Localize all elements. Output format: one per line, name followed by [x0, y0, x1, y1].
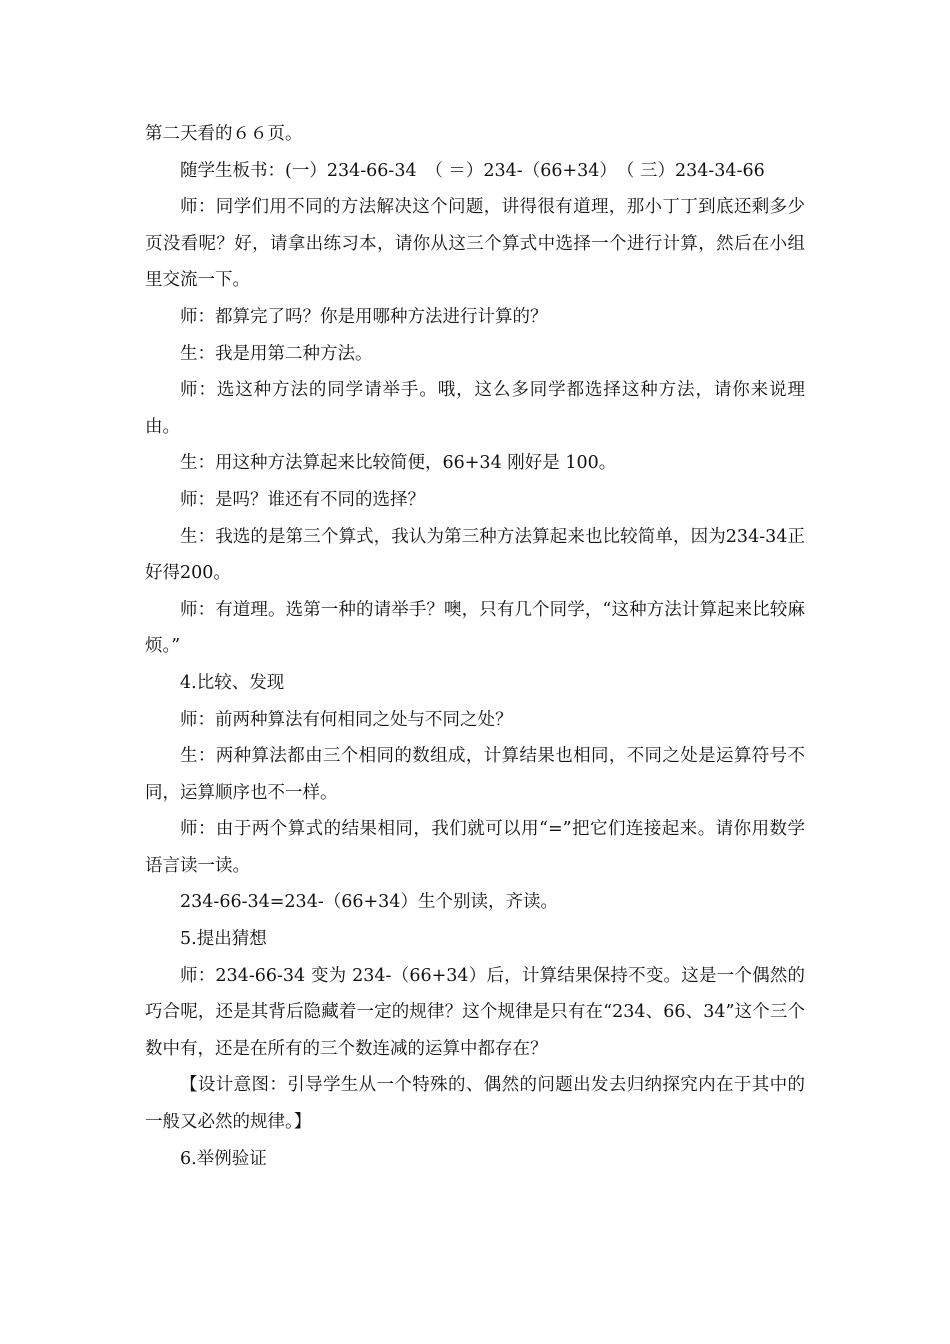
paragraph-teacher-compare: 师：前两种算法有何相同之处与不同之处？	[180, 709, 513, 730]
paragraph-student-third: 生：我选的是第三个算式，我认为第三种方法算起来也比较简单，因为234-34正好得200。	[145, 526, 805, 584]
paragraph-design-intent: 【设计意图：引导学生从一个特殊的、偶然的问题出发去归纳探究内在于其中的一般又必然的规律。】	[145, 1075, 805, 1133]
paragraph-equation-reading: 234-66-34=234-（66+34）生个别读，齐读。	[180, 892, 558, 913]
paragraph-student-answer: 生：我是用第二种方法。	[180, 343, 373, 364]
paragraph-teacher-equals: 师：由于两个算式的结果相同，我们就可以用“=”把它们连接起来。请你用数学语言读一读。	[145, 819, 805, 876]
document-body	[145, 116, 805, 1177]
section-heading-conjecture: 5.提出猜想	[180, 929, 267, 950]
paragraph-page-continuation: 第二天看的６６页。	[145, 124, 303, 144]
section-heading-compare: 4.比较、发现	[180, 672, 285, 693]
paragraph-student-compare: 生：两种算法都由三个相同的数组成，计算结果也相同，不同之处是运算符号不同，运算顺序也不一样。	[145, 746, 805, 803]
paragraph-teacher-reason: 师：选这种方法的同学请举手。哦，这么多同学都选择这种方法，请你来说理由。	[145, 380, 805, 437]
paragraph-student-reason: 生：用这种方法算起来比较简便，66+34 刚好是 100。	[180, 453, 617, 474]
paragraph-teacher-other: 师：是吗？谁还有不同的选择？	[180, 489, 425, 510]
paragraph-teacher-prompt: 师：同学们用不同的方法解决这个问题，讲得很有道理，那小丁丁到底还剩多少页没看呢？好，请拿出练习本，请你从这三个算式中选择一个进行计算，然后在小组里交流一下。	[145, 197, 805, 291]
paragraph-teacher-first: 师：有道理。选第一种的请举手？噢，只有几个同学，“这种方法计算起来比较麻烦。”	[145, 599, 805, 657]
paragraph-board-writing: 随学生板书：(一）234-66-34 （ ＝）234-（66+34） （ 三）234-34-66	[180, 160, 765, 181]
paragraph-teacher-question: 师：都算完了吗？你是用哪种方法进行计算的？	[180, 306, 548, 327]
section-heading-verify: 6.举例验证	[180, 1148, 267, 1169]
paragraph-teacher-conjecture: 师：234-66-34 变为 234-（66+34）后，计算结果保持不变。这是一个偶然的巧合呢，还是其背后隐藏着一定的规律？这个规律是只有在“234、66、34”这个三个数中有，还是在所有的三个数连减的运算中都存在？	[145, 965, 805, 1059]
